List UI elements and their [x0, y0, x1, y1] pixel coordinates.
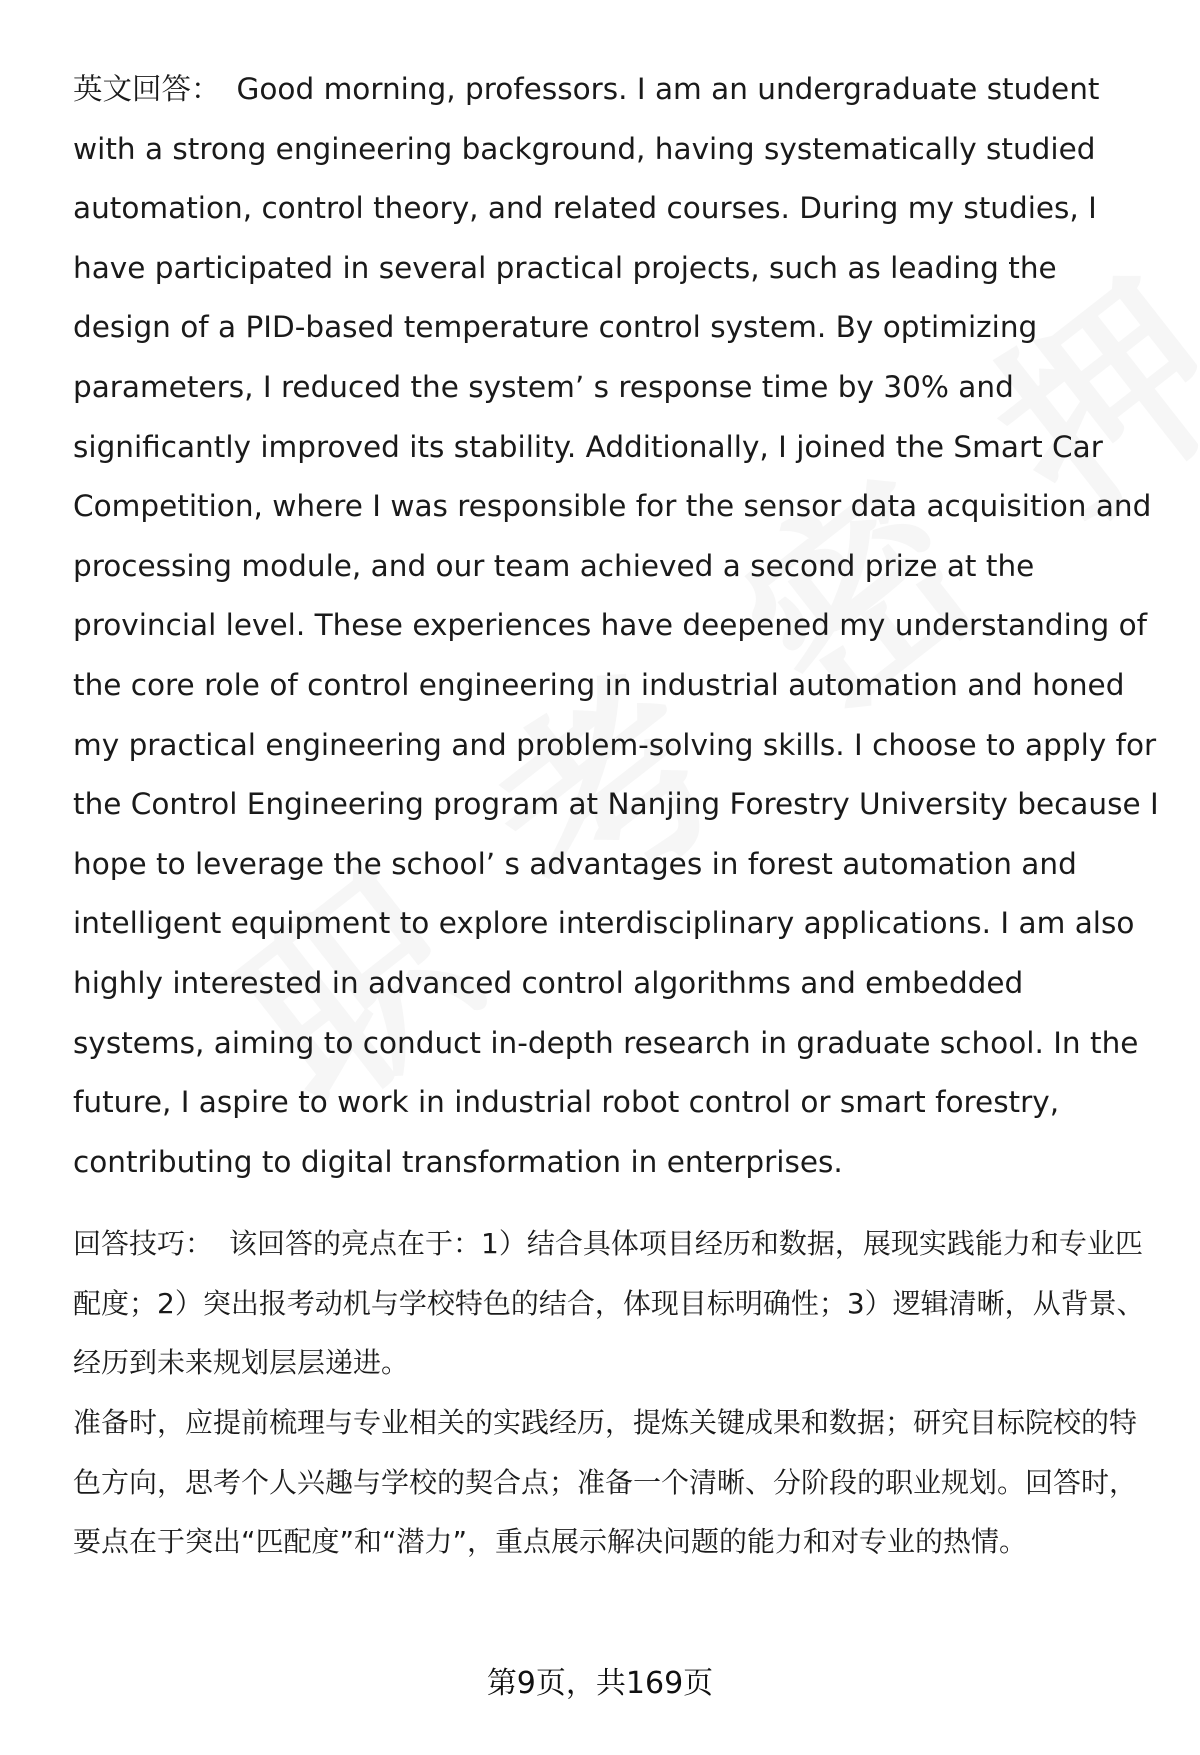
page-number: 第9页，共169页: [486, 1666, 714, 1701]
document-content: [73, 60, 1163, 1572]
english-answer-paragraph: [73, 60, 1163, 1192]
english-answer-text: Good morning, professors. I am an undergraduate student with a strong engineering background, having systematically studied automation, control theory, and related courses. During my studies, I have participated in several practical projects, such as leading the design of a PID-based temperature control system. By optimizing parameters, I reduced the system’ s response time by 30% and significantly improved its stability. Additionally, I joined the Smart Car Competition, where I was responsible for the sensor data acquisition and processing module, and our team achieved a second prize at the provincial level. These experiences have deepened my understanding of the core role of control engineering in industrial automation and honed my practical engineering and problem-solving skills. I choose to apply for the Control Engineering program at Nanjing Forestry University because I hope to leverage the school’ s advantages in forest automation and intelligent equipment to explore interdisciplinary applications. I am also highly interested in advanced control algorithms and embedded systems, aiming to conduct in-depth research in graduate school. In the future, I aspire to work in industrial robot control or smart forestry, contributing to digital transformation in enterprises.: [73, 72, 1159, 1179]
answer-tips-text: 该回答的亮点在于：1）结合具体项目经历和数据，展现实践能力和专业匹配度；2）突出报考动机与学校特色的结合，体现目标明确性；3）逻辑清晰，从背景、经历到未来规划层层递进。: [73, 1227, 1145, 1380]
answer-tips-paragraph: [73, 1214, 1163, 1572]
english-answer-label: 英文回答：: [73, 72, 221, 106]
answer-tips-label: 回答技巧：: [73, 1227, 214, 1261]
preparation-tips-text: 准备时，应提前梳理与专业相关的实践经历，提炼关键成果和数据；研究目标院校的特色方向，思考个人兴趣与学校的契合点；准备一个清晰、分阶段的职业规划。回答时，要点在于突出“匹配度”和“潜力”，重点展示解决问题的能力和对专业的热情。: [73, 1406, 1138, 1559]
